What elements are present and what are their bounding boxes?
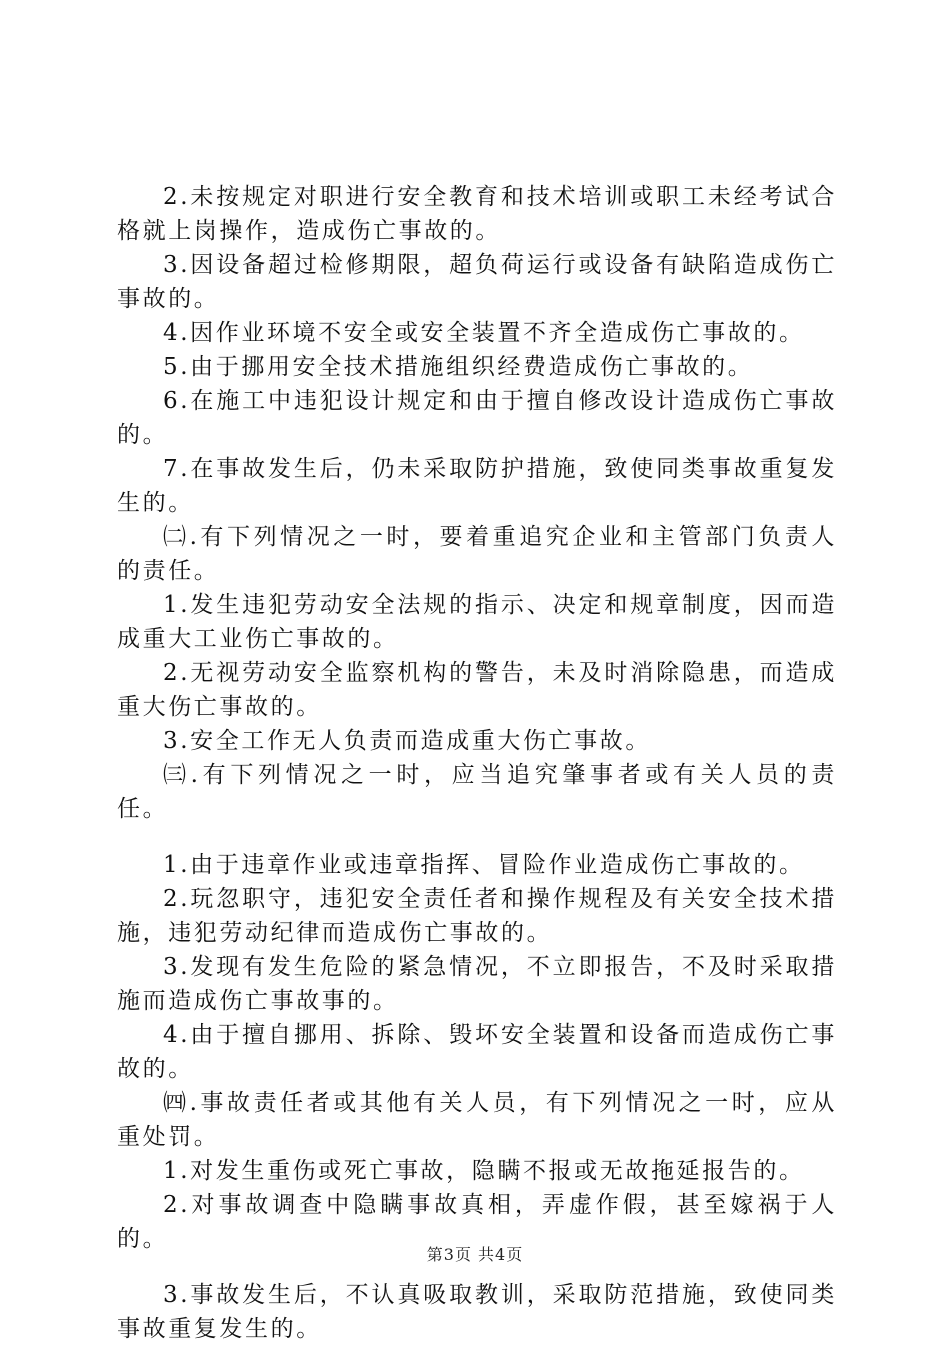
paragraph-section4-item-1: 1.对发生重伤或死亡事故，隐瞒不报或无故拖延报告的。 xyxy=(163,1158,805,1184)
paragraph-section4-item-3: 3.事故发生后，不认真吸取教训，采取防范措施，致使同类事故重复发生的。 xyxy=(117,1282,837,1342)
paragraph-section4-item-2: 2.对事故调查中隐瞒事故真相，弄虚作假，甚至嫁祸于人的。 xyxy=(117,1192,837,1252)
paragraph-section3-item-2: 2.玩忽职守，违犯安全责任者和操作规程及有关安全技术措施，违犯劳动纪律而造成伤亡事故的。 xyxy=(117,886,837,946)
document-body xyxy=(117,180,837,1346)
page-number-footer: 第3页 共4页 xyxy=(426,1245,524,1264)
paragraph-section3-item-1: 1.由于违章作业或违章指挥、冒险作业造成伤亡事故的。 xyxy=(163,852,805,878)
paragraph-item-5-funds: 5.由于挪用安全技术措施组织经费造成伤亡事故的。 xyxy=(163,354,754,380)
paragraph-item-3-equipment: 3.因设备超过检修期限，超负荷运行或设备有缺陷造成伤亡事故的。 xyxy=(117,252,837,312)
paragraph-item-7-repeat: 7.在事故发生后，仍未采取防护措施，致使同类事故重复发生的。 xyxy=(117,456,837,516)
paragraph-section2-item-2: 2.无视劳动安全监察机构的警告，未及时消除隐患，而造成重大伤亡事故的。 xyxy=(117,660,837,720)
paragraph-section3-item-4: 4.由于擅自挪用、拆除、毁坏安全装置和设备而造成伤亡事故的。 xyxy=(117,1022,837,1082)
paragraph-item-4-environment: 4.因作业环境不安全或安全装置不齐全造成伤亡事故的。 xyxy=(163,320,805,346)
section-heading-3: ㈢.有下列情况之一时，应当追究肇事者或有关人员的责任。 xyxy=(117,762,837,822)
paragraph-section2-item-3: 3.安全工作无人负责而造成重大伤亡事故。 xyxy=(163,728,651,754)
section-heading-4: ㈣.事故责任者或其他有关人员，有下列情况之一时，应从重处罚。 xyxy=(117,1090,837,1150)
paragraph-section3-item-3: 3.发现有发生危险的紧急情况，不立即报告，不及时采取措施而造成伤亡事故事的。 xyxy=(117,954,837,1014)
paragraph-item-6-design: 6.在施工中违犯设计规定和由于擅自修改设计造成伤亡事故的。 xyxy=(117,388,837,448)
paragraph-section2-item-1: 1.发生违犯劳动安全法规的指示、决定和规章制度，因而造成重大工业伤亡事故的。 xyxy=(117,592,837,652)
section-heading-2: ㈡.有下列情况之一时，要着重追究企业和主管部门负责人的责任。 xyxy=(117,524,837,584)
paragraph-item-2-training: 2.未按规定对职进行安全教育和技术培训或职工未经考试合格就上岗操作，造成伤亡事故的。 xyxy=(117,184,837,244)
